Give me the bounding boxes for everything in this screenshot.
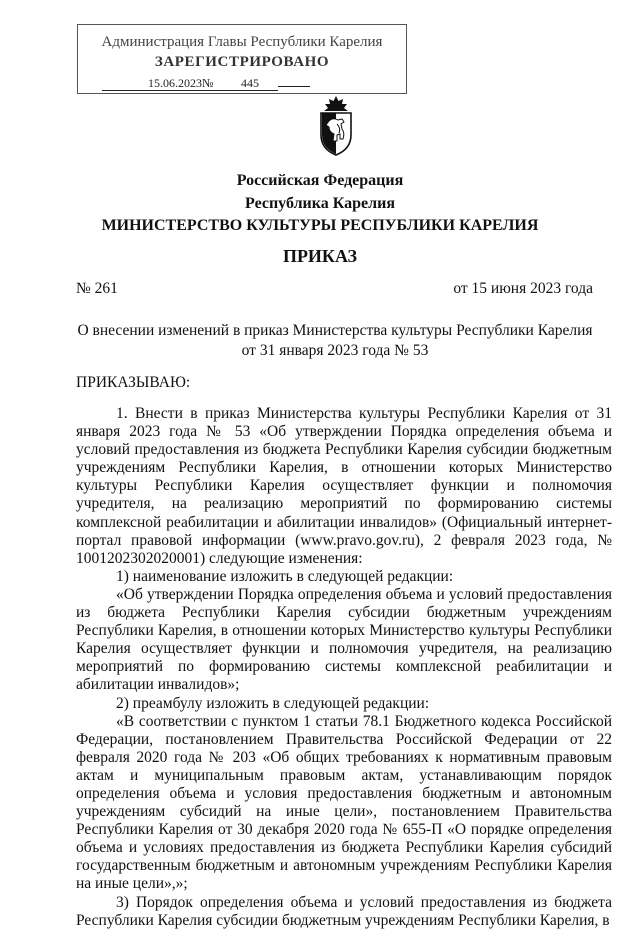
document-type: ПРИКАЗ [282, 246, 358, 266]
order-subject: О внесении изменений в приказ Министерства культуры Республики Карелия от 31 января 2023 года № 53 [77, 322, 593, 359]
stamp-number: 445 [222, 77, 278, 91]
order-number: № 261 [76, 280, 118, 297]
paragraph: 1. Внести в приказ Министерства культуры Республики Карелия от 31 января 2023 года № 53 «Об утверждении Порядка определения объема и условий предоставления из бюджета Республики Карелия субсидии бюджетным учреждениям Республики Карелия, в отношении которых Министерство культуры Республики Карелия осуществляет функции и полномочия учредителя, на реализацию мероприятий по формированию системы комплексной реабилитации и абилитации инвалидов» (Официальный интернет-портал правовой информации (www.pravo.gov.ru), 2 февраля 2023 года, № 1001202302020001) следующие изменения: [76, 405, 612, 567]
header-republic: Республика Карелия [245, 195, 395, 212]
karelia-coat-of-arms-icon [315, 95, 357, 157]
paragraph: 2) преамбулу изложить в следующей редакции: [116, 694, 430, 712]
paragraph: «В соответствии с пунктом 1 статьи 78.1 Бюджетного кодекса Российской Федерации, постановлением Правительства Российской Федерации от 22 февраля 2020 года № 203 «Об общих требованиях к нормативным правовым актам и муниципальным правовым актам, устанавливающим порядок определения объема и условия предоставления бюджетным и автономным учреждениям субсидий на иные цели», постановлением Правительства Республики Карелия от 30 декабря 2020 года № 655-П «О порядке определения объема и условиях предоставления из бюджета Республики Карелия субсидий государственным бюджетным и автономным учреждениям Республики Карелия на иные цели»,»; [76, 712, 612, 893]
stamp-date-number [102, 76, 310, 91]
paragraph: 1) наименование изложить в следующей редакции: [116, 567, 454, 585]
stamp-registered: ЗАРЕГИСТРИРОВАНО [154, 54, 330, 70]
stamp-date: 15.06.2023 [102, 77, 202, 91]
order-date: от 15 июня 2023 года [453, 280, 593, 297]
order-body [76, 405, 612, 930]
stamp-number-label: № [202, 77, 222, 91]
order-directive: ПРИКАЗЫВАЮ: [76, 374, 191, 391]
stamp-authority: Администрация Главы Республики Карелия [101, 34, 383, 50]
paragraph: 3) Порядок определения объема и условий предоставления из бюджета Республики Карелия субсидии бюджетным учреждениям Республики Карелия, в [76, 893, 612, 929]
paragraph: «Об утверждении Порядка определения объема и условий предоставления из бюджета Республики Карелия субсидии бюджетным учреждениям Республики Карелия, в отношении которых Министерство культуры Республики Карелия осуществляет функции и полномочия учредителя, на реализацию мероприятий по формированию системы комплексной реабилитации и абилитации инвалидов»; [76, 585, 612, 694]
header-country: Российская Федерация [236, 172, 404, 189]
header-ministry: МИНИСТЕРСТВО КУЛЬТУРЫ РЕСПУБЛИКИ КАРЕЛИЯ [101, 217, 539, 234]
registration-stamp [77, 24, 407, 94]
